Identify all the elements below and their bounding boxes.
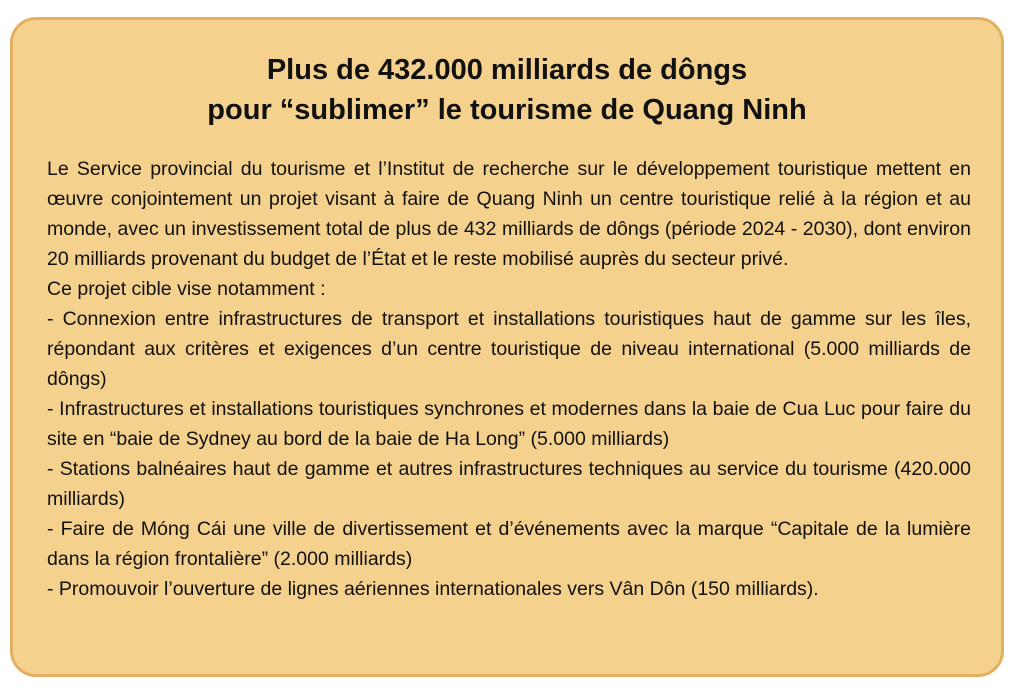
info-card xyxy=(10,17,1004,677)
target-item: - Promouvoir l’ouverture de lignes aériennes internationales vers Vân Dôn (150 milliards). xyxy=(47,578,819,600)
target-item: - Faire de Móng Cái une ville de divertissement et d’événements avec la marque “Capitale de la lumière dans la région frontalière” (2.000 milliards) xyxy=(47,518,971,570)
title-line-1: Plus de 432.000 milliards de dôngs xyxy=(266,54,748,86)
target-item: - Infrastructures et installations touristiques synchrones et modernes dans la baie de Cua Luc pour faire du site en “baie de Sydney au bord de la baie de Ha Long” (5.000 milliards) xyxy=(47,398,971,450)
target-item: - Connexion entre infrastructures de transport et installations touristiques haut de gamme sur les îles, répondant aux critères et exigences d’un centre touristique de niveau international (5.000 milliards de dôngs) xyxy=(47,308,971,390)
page-title xyxy=(13,50,1001,130)
intro-paragraph: Le Service provincial du tourisme et l’Institut de recherche sur le développement touristique mettent en œuvre conjointement un projet visant à faire de Quang Ninh un centre touristique relié à la région et au monde, avec un investissement total de plus de 432 milliards de dôngs (période 2024 - 2030), dont environ 20 milliards provenant du budget de l’État et le reste mobilisé auprès du secteur privé. xyxy=(47,158,971,270)
title-line-2: pour “sublimer” le tourisme de Quang Ninh xyxy=(207,94,807,126)
targets-heading: Ce projet cible vise notamment : xyxy=(47,278,326,300)
article-body xyxy=(47,154,971,604)
target-item: - Stations balnéaires haut de gamme et autres infrastructures techniques au service du tourisme (420.000 milliards) xyxy=(47,458,971,510)
